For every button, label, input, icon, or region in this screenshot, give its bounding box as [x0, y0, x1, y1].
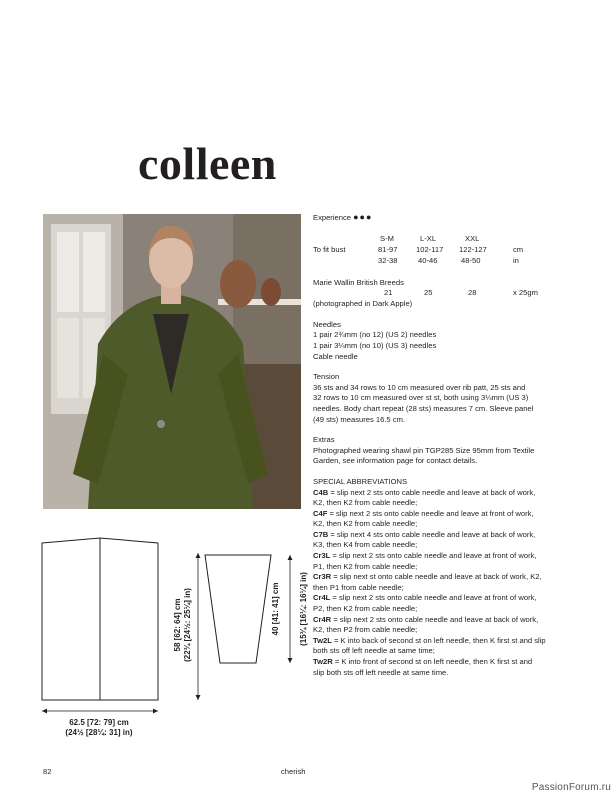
abbreviation-item: Cr4R = slip next 2 sts onto cable needle and leave at back of work, [313, 614, 539, 624]
abbreviation-cont: slip both sts off left needle at same time. [313, 667, 449, 677]
magazine-name: cherish [281, 767, 306, 776]
sizes-table [313, 234, 603, 268]
abbreviation-code: C7B [313, 529, 329, 539]
schematic-diagram [20, 525, 320, 755]
pattern-title: colleen [138, 138, 277, 189]
sleeve-length-cm-label: 40 [41: 41] cm [271, 582, 280, 636]
yarn-title: Marie Wallin British Breeds [313, 277, 404, 287]
needles-title: Needles [313, 319, 341, 329]
size-header: L-XL [420, 233, 437, 243]
needles-line: 1 pair 2¾mm (no 12) (US 2) needles [313, 330, 437, 340]
yarn-note: (photographed in Dark Apple) [313, 299, 413, 309]
abbreviation-code: C4F [313, 508, 328, 518]
abbreviation-item: Cr3R = slip next st onto cable needle and leave at back of work, K2, [313, 572, 542, 582]
abbreviation-item: C4B = slip next 2 sts onto cable needle and leave at back of work, [313, 487, 536, 497]
abbreviation-item: C4F = slip next 2 sts onto cable needle and leave at front of work, [313, 508, 534, 518]
width-cm-label: 62.5 [72: 79] cm [69, 718, 129, 727]
tension-line: 32 rows to 10 cm measured over st st, both using 3¼mm (US 3) [313, 393, 529, 403]
abbreviation-item: Cr3L = slip next 2 sts onto cable needle and leave at front of work, [313, 551, 537, 561]
abbreviation-code: C4B [313, 487, 329, 497]
abbreviation-cont: K2, then P2 from cable needle; [313, 625, 418, 635]
abbreviation-cont: then P1 from cable needle; [313, 582, 404, 592]
sleeve-length-in-label: (15¾ [16¼: 16¼] in) [299, 572, 308, 646]
yarn-amounts [313, 288, 603, 299]
size-in: 48-50 [461, 255, 481, 265]
size-in: 32-38 [378, 255, 398, 265]
yarn-amount: 28 [468, 288, 477, 298]
abbreviation-item: Tw2R = K into front of second st on left needle, then K first st and [313, 657, 533, 666]
extras-line: Photographed wearing shawl pin TGP285 Size 95mm from Textile [313, 445, 535, 455]
abbreviations-list [313, 488, 603, 679]
yarn-amount: 21 [384, 288, 393, 298]
body-length-in-label: (22¾ [24½: 25¼] in) [183, 588, 192, 662]
size-in: 40-46 [418, 255, 438, 265]
abbreviation-item: Tw2L = K into back of second st on left needle, then K first st and slip [313, 635, 546, 645]
size-header: S-M [380, 233, 394, 243]
experience-dots: ●●● [353, 212, 373, 222]
yarn-unit: x 25gm [513, 288, 538, 298]
abbreviation-code: Cr3L [313, 551, 331, 561]
tension-line: (49 sts) measures 16.5 cm. [313, 414, 406, 424]
size-cm: 102-117 [416, 244, 444, 254]
abbreviations-title: SPECIAL ABBREVIATIONS [313, 476, 408, 486]
fit-label: To fit bust [313, 244, 346, 254]
tension-line: 36 sts and 34 rows to 10 cm measured over rib patt, 25 sts and [313, 382, 526, 392]
abbreviation-code: Tw2R [313, 657, 333, 666]
extras-title: Extras [313, 435, 335, 445]
abbreviation-cont: P1, then K2 from cable needle; [313, 561, 418, 571]
abbreviation-cont: K2, then K2 from cable needle; [313, 498, 418, 508]
tension-title: Tension [313, 372, 340, 382]
abbreviation-item: C7B = slip next 4 sts onto cable needle and leave at back of work, [313, 529, 536, 539]
sleeve-outline [205, 555, 271, 663]
size-cm: 81-97 [378, 244, 398, 254]
page-number: 82 [43, 767, 52, 776]
needles-line: Cable needle [313, 351, 358, 361]
abbreviation-code: Cr4L [313, 593, 331, 603]
width-in-label: (24½ [28¼: 31] in) [65, 728, 133, 737]
abbreviation-cont: K3, then K4 from cable needle; [313, 540, 418, 550]
abbreviation-code: Cr3R [313, 572, 332, 582]
tension-line: needles. Body chart repeat (28 sts) measures 7 cm. Sleeve panel [313, 403, 534, 413]
abbreviation-item: Cr4L = slip next 2 sts onto cable needle and leave at front of work, [313, 593, 537, 603]
experience-line [313, 212, 603, 224]
abbreviation-cont: K2, then K2 from cable needle; [313, 519, 418, 529]
size-header: XXL [465, 233, 480, 243]
watermark: PassionForum.ru [531, 782, 611, 793]
abbreviation-code: Tw2L [313, 635, 332, 645]
model-photo [43, 214, 301, 509]
yarn-amount: 25 [424, 288, 433, 298]
body-length-cm-label: 58 [62: 64] cm [173, 598, 182, 652]
size-cm-unit: cm [513, 244, 524, 254]
abbreviation-code: Cr4R [313, 614, 332, 624]
abbreviation-cont: P2, then K2 from cable needle; [313, 604, 418, 614]
size-cm: 122-127 [459, 244, 487, 254]
abbreviation-cont: both sts off left needle at same time; [313, 646, 435, 656]
size-in-unit: in [513, 255, 519, 265]
needles-line: 1 pair 3¼mm (no 10) (US 3) needles [313, 340, 437, 350]
extras-line: Garden, see information page for contact details. [313, 456, 478, 466]
pattern-info [313, 212, 603, 678]
experience-label: Experience [313, 213, 351, 222]
